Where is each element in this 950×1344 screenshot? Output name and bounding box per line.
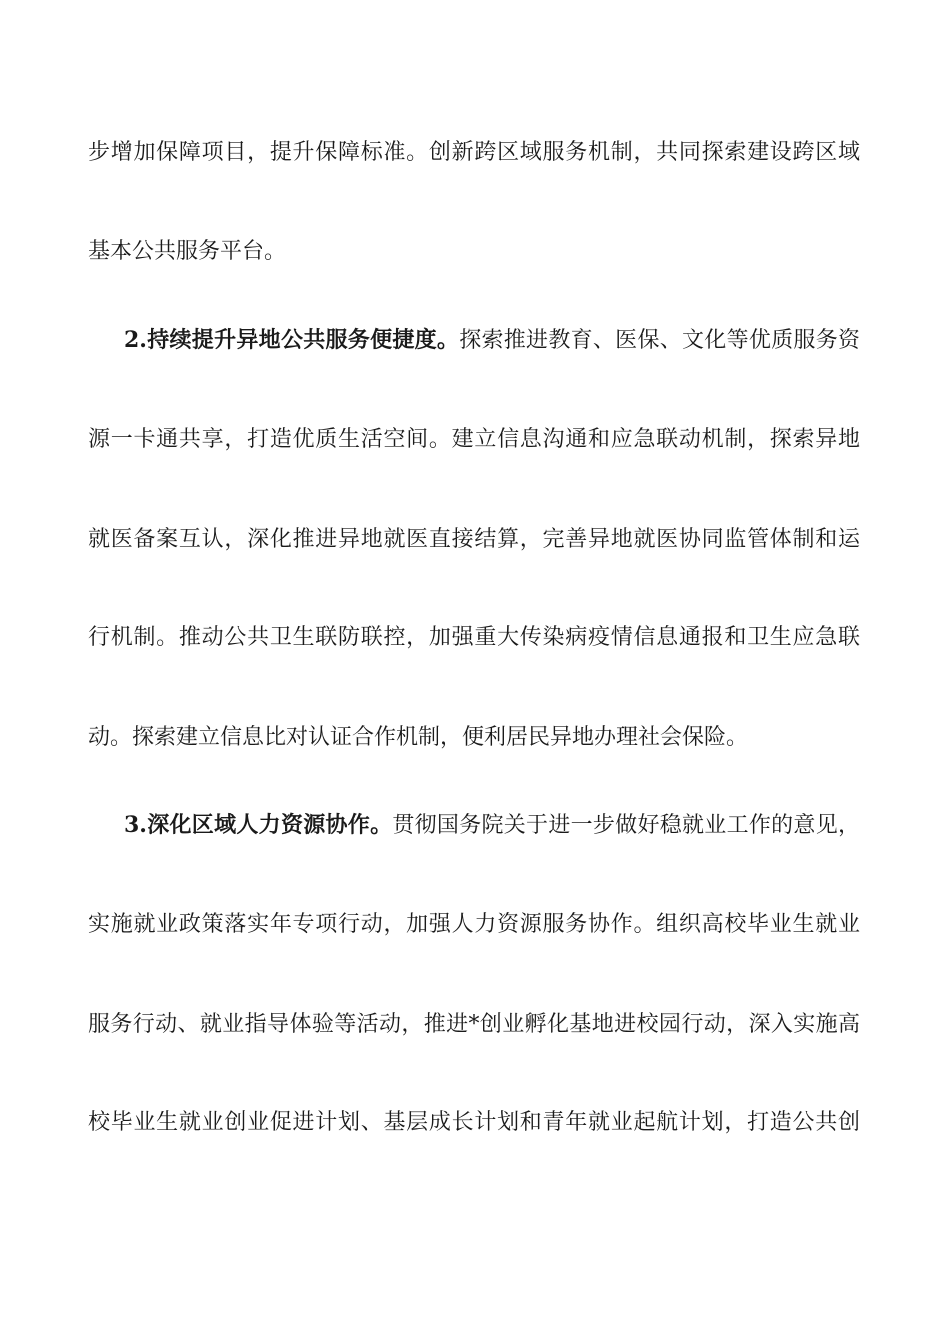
paragraph-2-line-5: 动。探索建立信息比对认证合作机制，便利居民异地办理社会保险。	[88, 725, 749, 750]
paragraph-2-line-1-text: 探索推进教育、医保、文化等优质服务资	[459, 328, 860, 353]
paragraph-2-heading: 2.持续提升异地公共服务便捷度。	[124, 327, 460, 353]
paragraph-1-line-2: 基本公共服务平台。	[88, 239, 287, 264]
paragraph-2-line-2: 源一卡通共享，打造优质生活空间。建立信息沟通和应急联动机制，探索异地	[88, 427, 860, 452]
paragraph-3-heading: 3.深化区域人力资源协作。	[124, 812, 393, 838]
paragraph-3-line-4: 校毕业生就业创业促进计划、基层成长计划和青年就业起航计划，打造公共创	[88, 1110, 860, 1135]
paragraph-2-line-1	[124, 325, 860, 355]
paragraph-2-line-4: 行机制。推动公共卫生联防联控，加强重大传染病疫情信息通报和卫生应急联	[88, 625, 860, 650]
paragraph-3-line-1	[124, 810, 860, 840]
paragraph-1-line-1: 步增加保障项目，提升保障标准。创新跨区域服务机制，共同探索建设跨区域	[88, 140, 860, 165]
paragraph-3-line-1-text: 贯彻国务院关于进一步做好稳就业工作的意见，	[392, 813, 860, 838]
paragraph-2-line-3: 就医备案互认，深化推进异地就医直接结算，完善异地就医协同监管体制和运	[88, 527, 860, 552]
paragraph-3-line-3: 服务行动、就业指导体验等活动，推进*创业孵化基地进校园行动，深入实施高	[88, 1012, 860, 1037]
paragraph-3-line-2: 实施就业政策落实年专项行动，加强人力资源服务协作。组织高校毕业生就业	[88, 912, 860, 937]
